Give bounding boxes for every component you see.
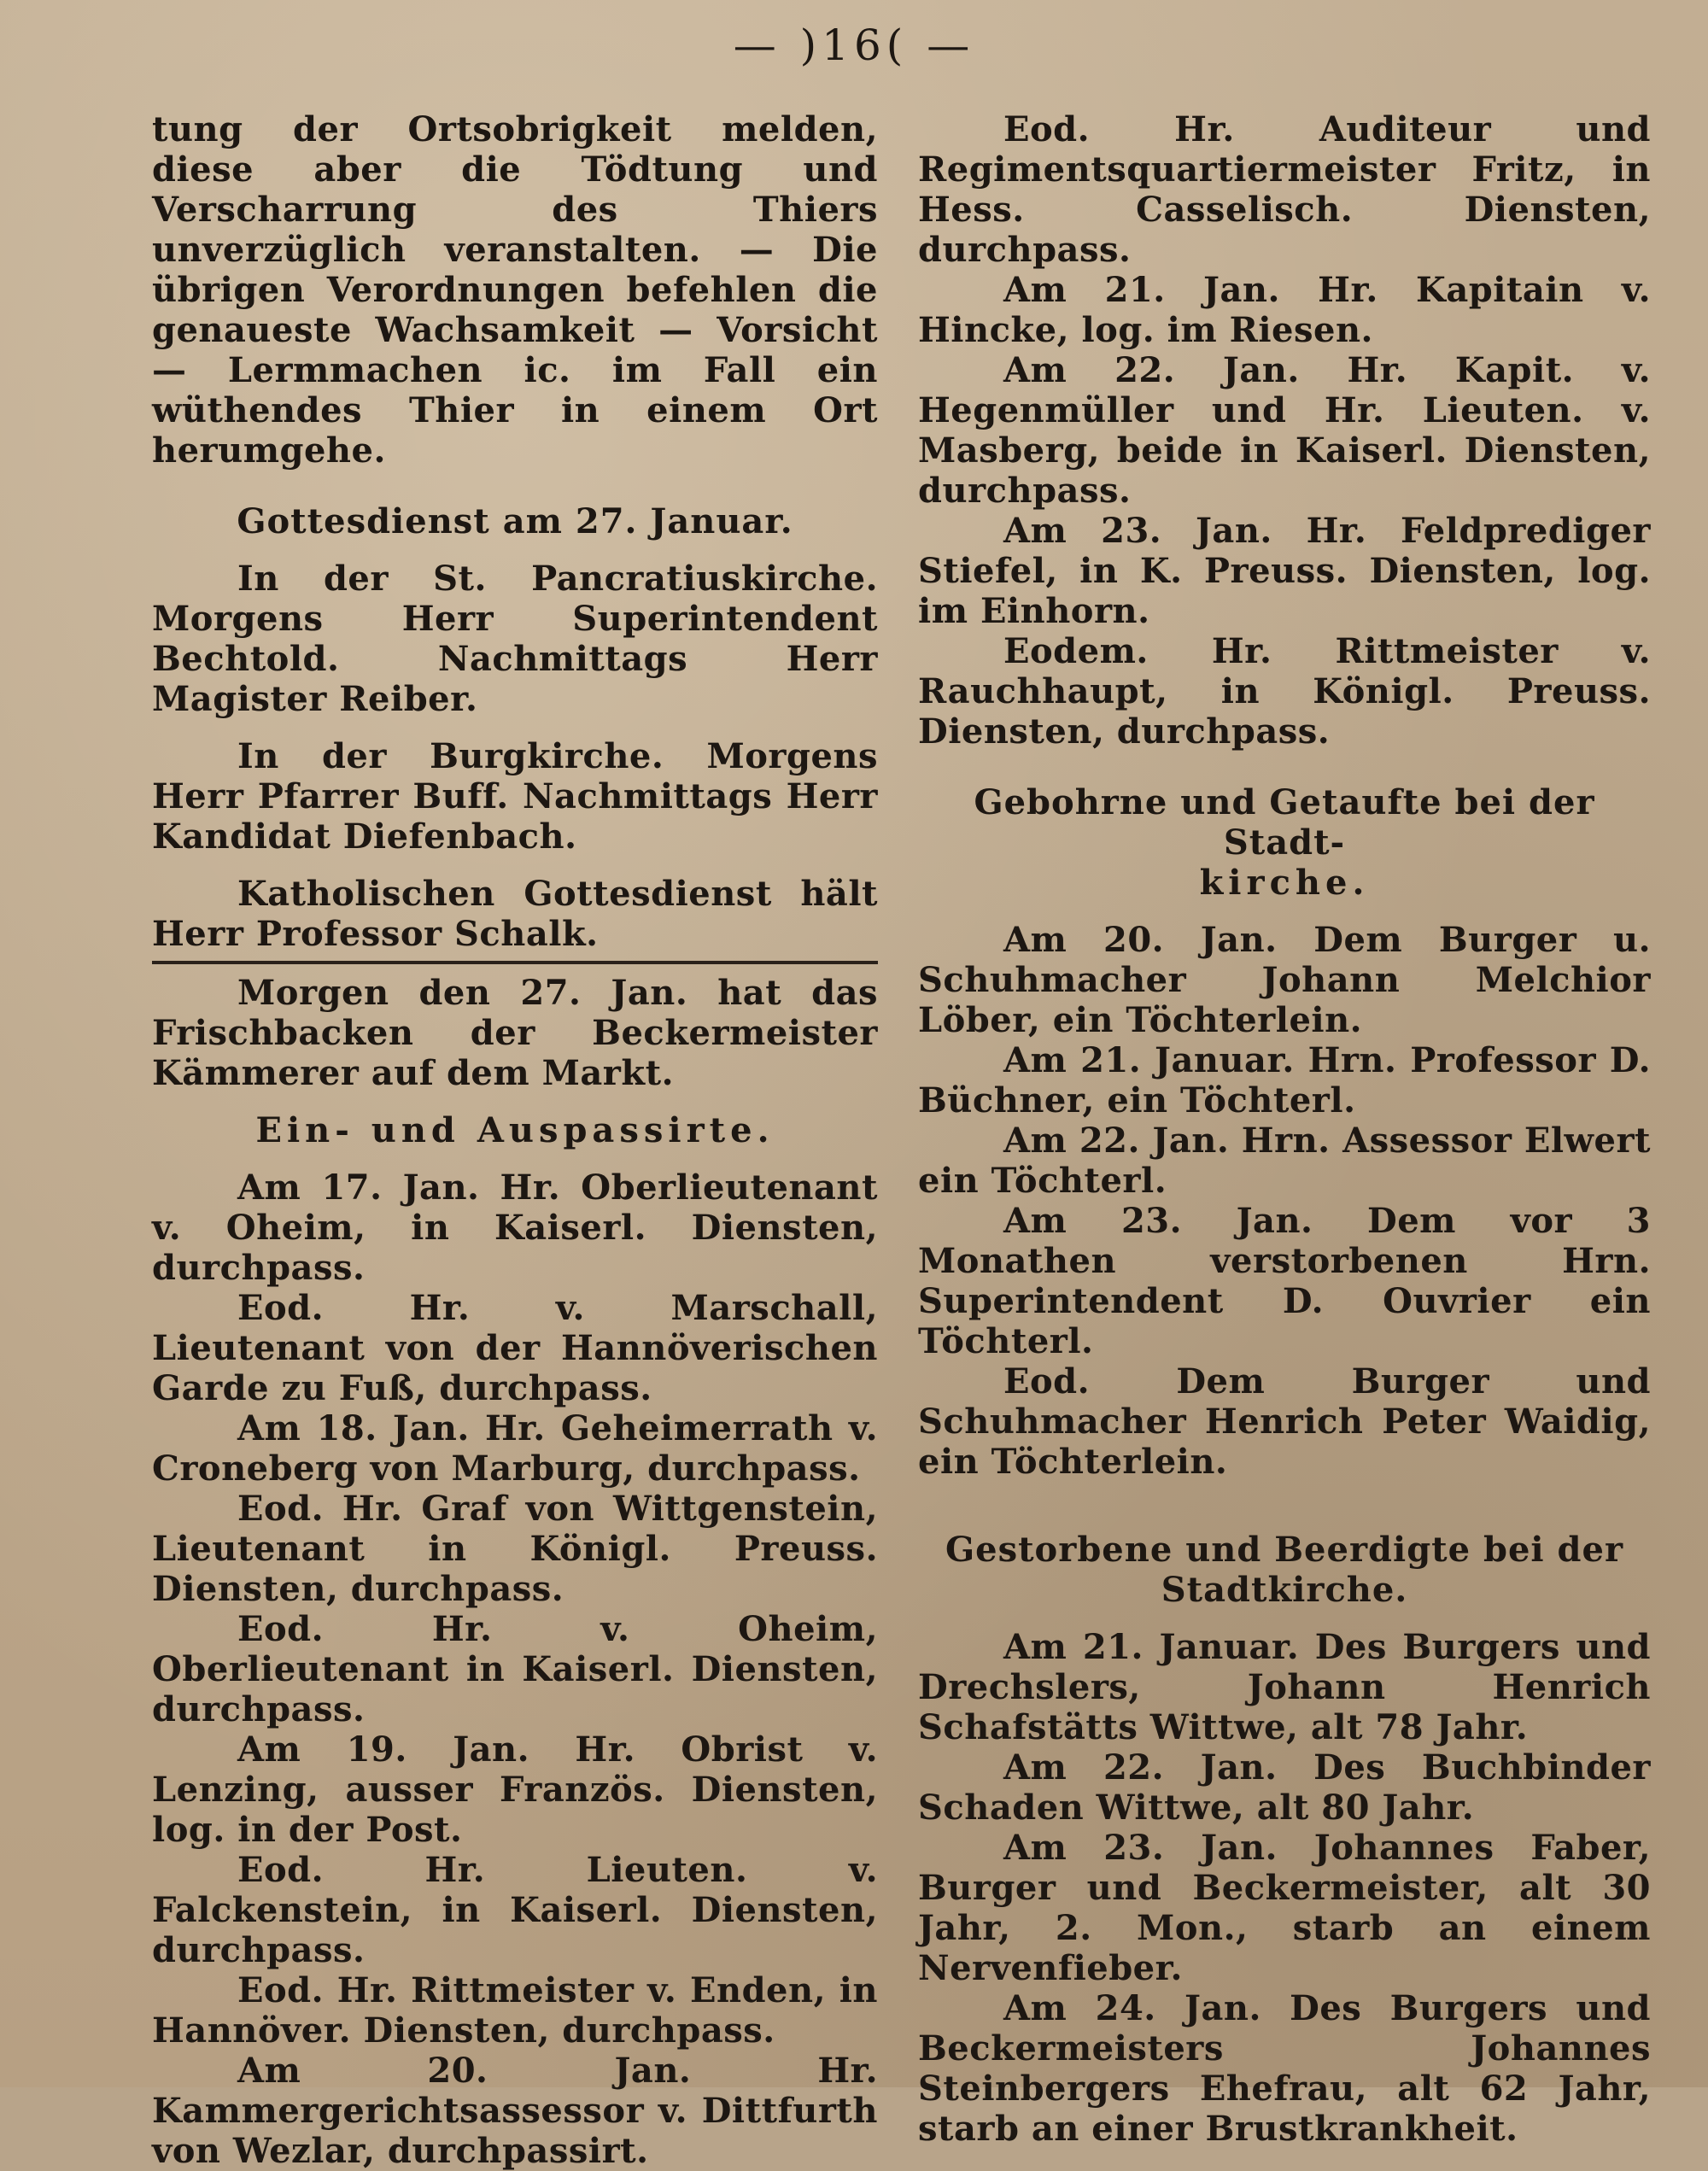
birth-entry: Eod. Dem Burger und Schuhmacher Henrich Peter Waidig, ein Töchterlein. [918,1361,1651,1482]
births-heading: Gebohrne und Getaufte bei der Stadt- [974,782,1595,863]
passage-entry: Eod. Hr. Auditeur und Regimentsquartiermeister Fritz, in Hess. Casselisch. Diensten, durchpass. [918,109,1651,270]
birth-entry: Am 20. Jan. Dem Burger u. Schuhmacher Johann Melchior Löber, ein Töchterlein. [918,920,1651,1040]
passage-entry: Eod. Hr. Graf von Wittgenstein, Lieutenant in Königl. Preuss. Diensten, durchpass. [152,1489,878,1609]
passage-entry: Eod. Hr. Lieuten. v. Falckenstein, in Kaiserl. Diensten, durchpass. [152,1850,878,1970]
birth-entry: Am 21. Januar. Hrn. Professor D. Büchner, ein Töchterl. [918,1040,1651,1121]
gottesdienst-entry: Katholischen Gottesdienst hält Herr Professor Schalk. [152,874,878,954]
gottesdienst-entry: In der St. Pancratiuskirche. Morgens Herr Superintendent Bechtold. Nachmittags Herr Magister Reiber. [152,559,878,719]
passage-entry: Am 17. Jan. Hr. Oberlieutenant v. Oheim, in Kaiserl. Diensten, durchpass. [152,1167,878,1288]
passage-entry: Am 22. Jan. Hr. Kapit. v. Hegenmüller und Hr. Lieuten. v. Masberg, beide in Kaiserl. Diensten, durchpass. [918,350,1651,511]
left-column [152,109,878,2171]
intro-paragraph: tung der Ortsobrigkeit melden, diese aber die Tödtung und Verscharrung des Thiers unverzüglich veranstalten. — Die übrigen Verordnungen befehlen die genaueste Wachsamkeit — Vorsicht — Lermmachen ic. im Fall ein wüthendes Thier in einem Ort herumgehe. [152,109,878,471]
birth-entry: Am 22. Jan. Hrn. Assessor Elwert ein Töchterl. [918,1121,1651,1201]
deaths-heading-cont: Stadtkirche. [1161,1570,1408,1610]
birth-entry: Am 23. Jan. Dem vor 3 Monathen verstorbenen Hrn. Superintendent D. Ouvrier ein Töchterl. [918,1201,1651,1361]
death-entry: Am 24. Jan. Des Burgers und Beckermeisters Johannes Steinbergers Ehefrau, alt 62 Jahr, starb an einer Brustkrankheit. [918,1988,1651,2149]
passage-entry: Eod. Hr. v. Oheim, Oberlieutenant in Kaiserl. Diensten, durchpass. [152,1609,878,1729]
right-column [918,109,1651,2149]
passage-entry: Am 18. Jan. Hr. Geheimerrath v. Croneberg von Marburg, durchpass. [152,1408,878,1489]
passage-entry: Am 23. Jan. Hr. Feldprediger Stiefel, in K. Preuss. Diensten, log. im Einhorn. [918,511,1651,631]
bakery-notice: Morgen den 27. Jan. hat das Frischbacken der Beckermeister Kämmerer auf dem Markt. [152,973,878,1093]
passage-heading: Ein- und Auspassirte. [255,1110,775,1150]
deaths-heading: Gestorbene und Beerdigte bei der [945,1530,1624,1570]
births-heading-cont: kirche. [1199,863,1370,903]
section-divider [152,961,878,964]
death-entry: Am 21. Januar. Des Burgers und Drechslers, Johann Henrich Schafstätts Wittwe, alt 78 Jahr. [918,1627,1651,1747]
passage-entry: Eodem. Hr. Rittmeister v. Rauchhaupt, in Königl. Preuss. Diensten, durchpass. [918,631,1651,752]
passage-entry: Eod. Hr. Rittmeister v. Enden, in Hannöver. Diensten, durchpass. [152,1970,878,2051]
passage-entry: Am 19. Jan. Hr. Obrist v. Lenzing, ausser Französ. Diensten, log. in der Post. [152,1729,878,1850]
death-entry: Am 23. Jan. Johannes Faber, Burger und Beckermeister, alt 30 Jahr, 2. Mon., starb an einem Nervenfieber. [918,1828,1651,1988]
gottesdienst-entry: In der Burgkirche. Morgens Herr Pfarrer Buff. Nachmittags Herr Kandidat Diefenbach. [152,736,878,857]
passage-entry: Am 21. Jan. Hr. Kapitain v. Hincke, log. im Riesen. [918,270,1651,350]
death-entry: Am 22. Jan. Des Buchbinder Schaden Wittwe, alt 80 Jahr. [918,1747,1651,1828]
passage-entry: Eod. Hr. v. Marschall, Lieutenant von der Hannöverischen Garde zu Fuß, durchpass. [152,1288,878,1408]
page-number: — )16( — [733,20,975,70]
passage-entry: Am 20. Jan. Hr. Kammergerichtsassessor v. Dittfurth von Wezlar, durchpassirt. [152,2051,878,2171]
gottesdienst-heading: Gottesdienst am 27. Januar. [237,501,793,541]
